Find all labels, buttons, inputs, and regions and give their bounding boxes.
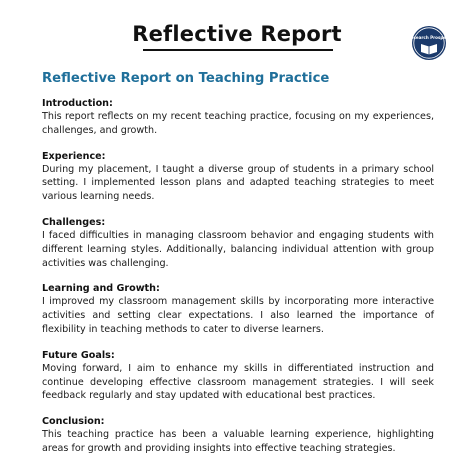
section-heading: Challenges: <box>42 216 106 228</box>
section-experience <box>42 150 434 204</box>
section-heading: Experience: <box>42 150 106 162</box>
section-body: This teaching practice has been a valuable learning experience, highlighting areas for growth and providing insights into effective teaching strategies. <box>42 429 434 454</box>
section-learning-and-growth <box>42 282 434 336</box>
section-body: Moving forward, I aim to enhance my skills in differentiated instruction and continue developing effective classroom management strategies. I will seek feedback regularly and stay updated with educational best practices. <box>42 362 434 402</box>
document-subtitle: Reflective Report on Teaching Practice <box>42 71 330 86</box>
section-heading: Learning and Growth: <box>42 283 160 295</box>
research-prospect-logo-icon <box>407 25 451 61</box>
section-body: This report reflects on my recent teaching practice, focusing on my experiences, challenges, and growth. <box>42 111 434 136</box>
section-body: I faced difficulties in managing classroom behavior and engaging students with different learning styles. Additionally, balancing individual attention with group activities was challenging. <box>42 229 434 269</box>
section-heading: Introduction: <box>42 98 113 109</box>
svg-text:Research Prospect: Research Prospect <box>407 35 451 40</box>
section-heading: Conclusion: <box>42 416 105 428</box>
page-title: Reflective Report <box>132 22 342 46</box>
section-body: I improved my classroom management skills by incorporating more interactive activities and setting clear expectations. I also learned the importance of flexibility in teaching methods to cater to diverse learners. <box>42 296 434 335</box>
title-underline <box>143 49 333 51</box>
section-body: During my placement, I taught a diverse group of students in a primary school setting. I implemented lesson plans and adapted teaching strategies to meet various learning needs. <box>42 163 434 203</box>
section-heading: Future Goals: <box>42 349 115 361</box>
section-future-goals <box>42 349 434 403</box>
section-conclusion <box>42 415 434 456</box>
section-introduction <box>42 97 434 138</box>
section-challenges <box>42 216 434 270</box>
report-content <box>42 70 434 468</box>
